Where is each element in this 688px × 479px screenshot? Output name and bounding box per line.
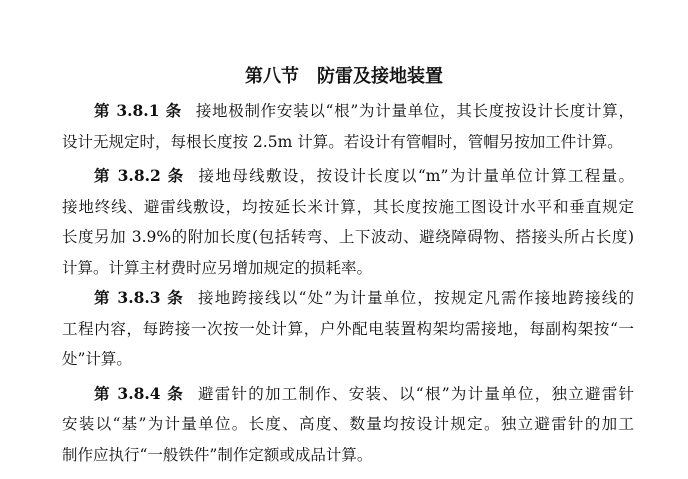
- article-3-8-2: [62, 161, 634, 283]
- paragraph-line: [62, 161, 634, 192]
- article-number: 第 3.8.1 条: [94, 101, 182, 120]
- paragraph-line: 长度另加 3.9%的附加长度(包括转弯、上下波动、避绕障碍物、搭接头所占长度): [62, 228, 634, 246]
- paragraph-line: 制作应执行“一般铁件”制作定额或成品计算。: [62, 445, 373, 464]
- paragraph-line: 安装以“基”为计量单位。长度、高度、数量均按设计规定。独立避雷针的加工: [62, 415, 634, 433]
- section-title: 第八节 防雷及接地装置: [245, 66, 443, 87]
- line-text: 接地跨接线以“处”为计量单位，按规定凡需作接地跨接线的: [197, 289, 634, 307]
- article-number: 第 3.8.4 条: [94, 383, 184, 403]
- paragraph-line: 工程内容，每跨接一次按一处计算，户外配电装置构架均需接地，每副构架按“一: [62, 319, 634, 338]
- paragraph-line: [62, 379, 634, 410]
- document-body: [62, 96, 634, 470]
- article-number: 第 3.8.3 条: [94, 288, 184, 307]
- article-3-8-4: [62, 379, 634, 471]
- paragraph-line: 计算。计算主材费时应另增加规定的损耗率。: [62, 258, 373, 277]
- article-3-8-1: [62, 96, 634, 157]
- article-3-8-3: [62, 283, 634, 375]
- line-text: 避雷针的加工制作、安装、以“根”为计量单位，独立避雷针: [197, 384, 634, 403]
- paragraph-line: 处”计算。: [62, 350, 132, 368]
- article-number: 第 3.8.2 条: [94, 166, 185, 185]
- paragraph-line: [62, 283, 634, 314]
- line-text: 接地极制作安装以“根”为计量单位，其长度按设计长度计算，: [195, 102, 634, 120]
- line-text: 接地母线敷设，按设计长度以“m”为计量单位计算工程量。: [198, 167, 634, 185]
- paragraph-line: [62, 96, 634, 127]
- paragraph-line: 接地终线、避雷线敷设，均按延长米计算，其长度按施工图设计水平和垂直规定: [62, 197, 634, 216]
- paragraph-line: 设计无规定时，每根长度按 2.5m 计算。若设计有管帽时，管帽另按加工件计算。: [62, 132, 623, 151]
